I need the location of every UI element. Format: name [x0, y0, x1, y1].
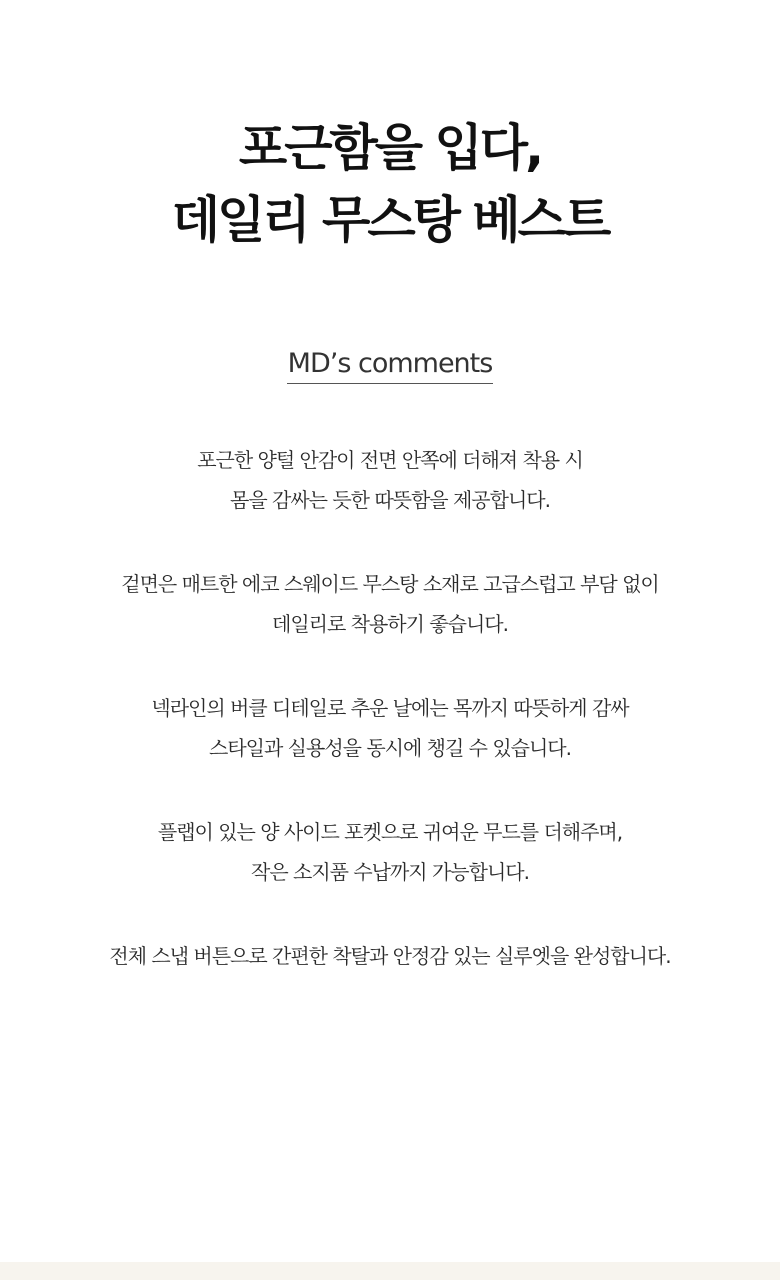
headline-line-2: 데일리 무스탕 베스트 — [171, 191, 609, 249]
bottom-divider-band — [0, 1262, 780, 1280]
md-comments-heading — [0, 346, 780, 384]
comment-paragraph — [0, 688, 780, 768]
headline-line-1: 포근함을 입다, — [238, 119, 542, 177]
comment-line: 데일리로 착용하기 좋습니다. — [272, 612, 508, 636]
comment-paragraph — [0, 812, 780, 892]
comment-line: 넥라인의 버클 디테일로 추운 날에는 목까지 따뜻하게 감싸 — [151, 696, 629, 720]
comment-line: 포근한 양털 안감이 전면 안쪽에 더해져 착용 시 — [197, 448, 583, 472]
comment-line: 전체 스냅 버튼으로 간편한 착탈과 안정감 있는 실루엣을 완성합니다. — [109, 944, 671, 968]
comment-paragraph — [0, 440, 780, 520]
comment-line: 스타일과 실용성을 동시에 챙길 수 있습니다. — [209, 736, 571, 760]
comment-line: 몸을 감싸는 듯한 따뜻함을 제공합니다. — [230, 488, 550, 512]
comment-paragraph — [0, 936, 780, 976]
comment-line: 작은 소지품 수납까지 가능합니다. — [251, 860, 529, 884]
page-headline — [0, 112, 780, 256]
md-comments-list — [0, 440, 780, 1020]
comment-line: 겉면은 매트한 에코 스웨이드 무스탕 소재로 고급스럽고 부담 없이 — [121, 572, 659, 596]
md-comments-label: MD’s comments — [287, 346, 494, 384]
comment-paragraph — [0, 564, 780, 644]
comment-line: 플랩이 있는 양 사이드 포켓으로 귀여운 무드를 더해주며, — [157, 820, 623, 844]
